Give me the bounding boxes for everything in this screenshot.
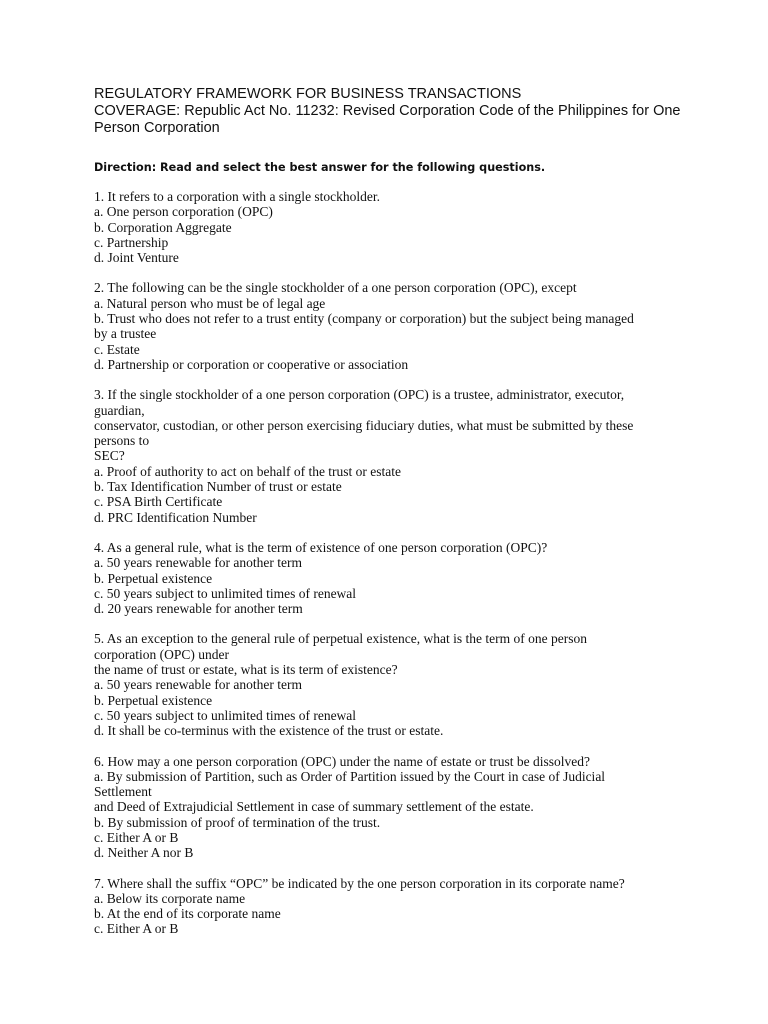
answer-option: d. Neither A nor B — [94, 845, 194, 861]
question-list — [94, 189, 684, 937]
answer-option: a. By submission of Partition, such as Order of Partition issued by the Court in case of Judicial — [94, 768, 606, 784]
answer-option: a. 50 years renewable for another term — [94, 555, 303, 571]
answer-option: b. Corporation Aggregate — [94, 219, 232, 235]
answer-option: c. Estate — [94, 341, 140, 357]
question-text: 1. It refers to a corporation with a single stockholder. — [94, 189, 381, 204]
question-text: corporation (OPC) under — [94, 646, 229, 662]
question-text: 3. If the single stockholder of a one person corporation (OPC) is a trustee, administrator, executor, — [94, 387, 625, 403]
answer-option: a. 50 years renewable for another term — [94, 677, 303, 693]
answer-option: c. 50 years subject to unlimited times of renewal — [94, 585, 357, 601]
answer-option: by a trustee — [94, 326, 157, 342]
question-5 — [94, 631, 684, 738]
answer-option: b. Perpetual existence — [94, 692, 213, 708]
question-text: SEC? — [94, 448, 125, 464]
answer-option: a. One person corporation (OPC) — [94, 204, 273, 220]
answer-option: a. Proof of authority to act on behalf of the trust or estate — [94, 463, 402, 479]
answer-option: c. Either A or B — [94, 829, 179, 845]
answer-option: a. Below its corporate name — [94, 890, 246, 906]
question-7 — [94, 876, 684, 937]
question-text: persons to — [94, 433, 150, 449]
answer-option: b. By submission of proof of termination of the trust. — [94, 814, 381, 830]
question-3 — [94, 387, 684, 525]
answer-option: d. PRC Identification Number — [94, 509, 257, 525]
document-page — [94, 86, 684, 952]
answer-option: b. Tax Identification Number of trust or estate — [94, 479, 342, 495]
answer-option: d. Partnership or corporation or cooperative or association — [94, 356, 409, 372]
question-text: the name of trust or estate, what is its term of existence? — [94, 662, 398, 678]
question-1 — [94, 189, 684, 265]
question-text: guardian, — [94, 402, 145, 418]
answer-option: b. Perpetual existence — [94, 570, 213, 586]
question-4 — [94, 540, 684, 616]
answer-option: a. Natural person who must be of legal age — [94, 295, 326, 311]
question-text: 5. As an exception to the general rule of perpetual existence, what is the term of one person — [94, 631, 587, 647]
question-2 — [94, 280, 684, 372]
document-title: REGULATORY FRAMEWORK FOR BUSINESS TRANSACTIONS — [94, 86, 522, 102]
answer-option: d. Joint Venture — [94, 250, 179, 266]
answer-option: d. 20 years renewable for another term — [94, 601, 303, 617]
answer-option: c. Either A or B — [94, 921, 179, 937]
answer-option: d. It shall be co-terminus with the existence of the trust or estate. — [94, 723, 444, 739]
direction-text: Direction: Read and select the best answer for the following questions. — [94, 161, 546, 174]
answer-option: c. Partnership — [94, 234, 169, 250]
question-text: 6. How may a one person corporation (OPC) under the name of estate or trust be dissolved? — [94, 753, 590, 769]
coverage-line-1: COVERAGE: Republic Act No. 11232: Revised Corporation Code of the Philippines for One — [94, 103, 681, 119]
question-text: 4. As a general rule, what is the term of existence of one person corporation (OPC)? — [94, 539, 548, 555]
answer-option: c. PSA Birth Certificate — [94, 494, 223, 510]
answer-option: b. Trust who does not refer to a trust entity (company or corporation) but the subject being managed — [94, 311, 634, 327]
question-text: 7. Where shall the suffix “OPC” be indicated by the one person corporation in its corporate name? — [94, 875, 625, 891]
answer-option: b. At the end of its corporate name — [94, 906, 281, 922]
coverage-line-2: Person Corporation — [94, 120, 220, 136]
answer-option: and Deed of Extrajudicial Settlement in case of summary settlement of the estate. — [94, 799, 534, 815]
answer-option: c. 50 years subject to unlimited times of renewal — [94, 707, 357, 723]
question-6 — [94, 754, 684, 861]
question-text: 2. The following can be the single stockholder of a one person corporation (OPC), except — [94, 280, 577, 296]
answer-option: Settlement — [94, 784, 152, 800]
question-text: conservator, custodian, or other person exercising fiduciary duties, what must be submitted by these — [94, 417, 634, 433]
